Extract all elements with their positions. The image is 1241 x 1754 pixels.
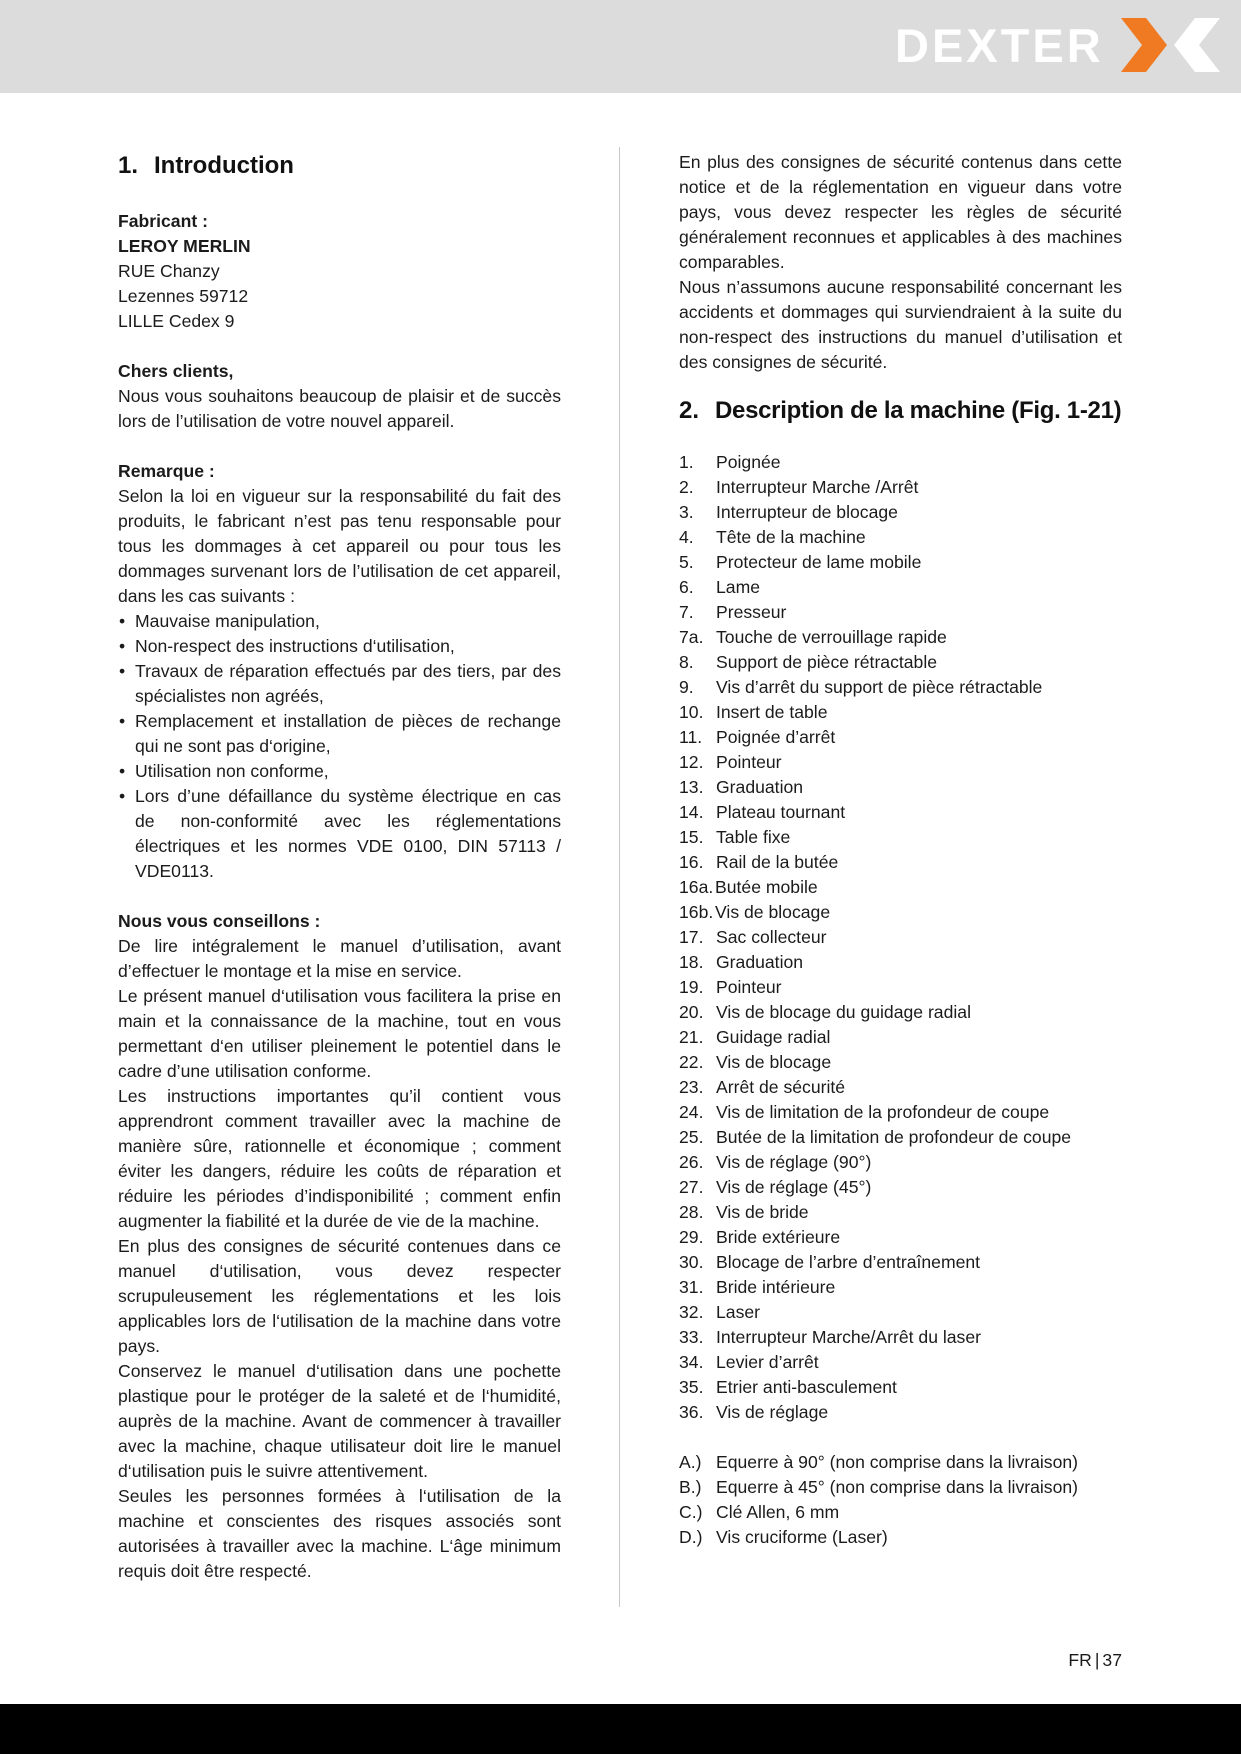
- list-item-label: Interrupteur de blocage: [716, 502, 898, 522]
- list-item-number: 16b.: [679, 902, 714, 922]
- list-item-number: 32.: [679, 1302, 704, 1322]
- greeting-text: Nous vous souhaitons beaucoup de plaisir et de succès lors de l’utilisation de votre nouvel appareil.: [118, 386, 561, 431]
- advice-paragraph: Les instructions importantes qu’il contient vous apprendront comment travailler avec la machine de manière sûre, rationnelle et économique ; comment éviter les dangers, réduire les coûts de réparation et réduire les périodes d’indisponibilité ; comment enfin augmenter la fiabilité et la durée de vie de la machine.: [118, 1086, 561, 1231]
- list-item: [679, 1075, 1122, 1100]
- section-1-number: 1.: [118, 152, 139, 179]
- list-item-label: Presseur: [716, 602, 787, 622]
- list-item-number: 7.: [679, 602, 694, 622]
- page-number: [1040, 1648, 1122, 1673]
- list-item-label: Butée de la limitation de profondeur de coupe: [716, 1127, 1072, 1147]
- section-2-number: 2.: [679, 397, 700, 424]
- list-item-number: 10.: [679, 702, 704, 722]
- list-item: [679, 1175, 1122, 1200]
- list-item: [679, 1125, 1122, 1150]
- list-item-label: Sac collecteur: [716, 927, 827, 947]
- liability-paragraph: Nous n’assumons aucune responsabilité concernant les accidents et dommages qui surviendraient à la suite du non-respect des instructions du manuel d’utilisation et des consignes de sécurité.: [679, 277, 1122, 372]
- list-item-label: Clé Allen, 6 mm: [716, 1502, 840, 1522]
- list-item: • Mauvaise manipulation,: [118, 609, 561, 634]
- list-item: [679, 625, 1122, 650]
- list-item-number: 26.: [679, 1152, 704, 1172]
- list-item: [679, 650, 1122, 675]
- section-2-heading: [679, 395, 1122, 427]
- list-item-label: Vis de réglage (90°): [716, 1152, 872, 1172]
- address-line-2: Lezennes 59712: [118, 286, 249, 306]
- list-item-number: 31.: [679, 1277, 704, 1297]
- list-item-label: Touche de verrouillage rapide: [716, 627, 947, 647]
- list-item: [679, 1325, 1122, 1350]
- list-item-label: Vis de réglage (45°): [716, 1177, 872, 1197]
- accessories-list: [679, 1450, 1122, 1550]
- list-item-label: Rail de la butée: [716, 852, 839, 872]
- list-item-number: 1.: [679, 452, 694, 472]
- list-item: • Utilisation non conforme,: [118, 759, 561, 784]
- address-line-1: RUE Chanzy: [118, 261, 220, 281]
- logo-wordmark: DEXTER: [895, 19, 1104, 72]
- list-item: [679, 975, 1122, 1000]
- list-item: [679, 1025, 1122, 1050]
- list-item: [679, 900, 1122, 925]
- list-item: [679, 1225, 1122, 1250]
- list-item-number: A.): [679, 1452, 702, 1472]
- list-item-number: 18.: [679, 952, 704, 972]
- list-item: • Lors d’une défaillance du système électrique en cas de non-conformité avec les réglementations électriques et les normes VDE 0100, DIN 57113 / VDE0113.: [118, 784, 561, 884]
- list-item-number: 5.: [679, 552, 694, 572]
- list-item: [679, 950, 1122, 975]
- column-divider: [619, 147, 620, 1607]
- list-item: [679, 725, 1122, 750]
- list-item: [679, 1400, 1122, 1425]
- list-item-number: 15.: [679, 827, 704, 847]
- list-item: [679, 800, 1122, 825]
- list-item: • Remplacement et installation de pièces de rechange qui ne sont pas d‘origine,: [118, 709, 561, 759]
- list-item-label: Bride extérieure: [716, 1227, 841, 1247]
- list-item-label: Insert de table: [716, 702, 828, 722]
- page-number-value: 37: [1102, 1650, 1122, 1670]
- list-item-number: 2.: [679, 477, 694, 497]
- list-item-number: 3.: [679, 502, 694, 522]
- list-item-number: 36.: [679, 1402, 704, 1422]
- list-item: [679, 1275, 1122, 1300]
- list-item-number: 28.: [679, 1202, 704, 1222]
- list-item: [679, 575, 1122, 600]
- list-item-number: 24.: [679, 1102, 704, 1122]
- list-item-label: Vis de blocage du guidage radial: [716, 1002, 971, 1022]
- manufacturer-label: Fabricant :: [118, 211, 208, 231]
- list-item-label: Graduation: [716, 777, 804, 797]
- list-item: [679, 1300, 1122, 1325]
- list-item: [679, 600, 1122, 625]
- list-item-label: Poignée: [716, 452, 781, 472]
- list-item-number: 29.: [679, 1227, 704, 1247]
- list-item-label: Blocage de l’arbre d’entraînement: [716, 1252, 981, 1272]
- list-item-label: Butée mobile: [715, 877, 818, 897]
- advice-paragraph: Le présent manuel d‘utilisation vous facilitera la prise en main et la connaissance de la machine, tout en vous permettant d‘en utiliser pleinement le potentiel dans le cadre d’une utilisation conforme.: [118, 986, 561, 1081]
- section-1-title: Introduction: [154, 152, 294, 179]
- list-item: [679, 1500, 1122, 1525]
- list-item: [679, 850, 1122, 875]
- remark-text: Selon la loi en vigueur sur la responsabilité du fait des produits, le fabricant n’est pas tenu responsable pour tous les dommages à cet appareil ou pour tous les dommages survenant lors de l’utilisation de cet appareil, dans les cas suivants :: [118, 486, 561, 606]
- list-item-number: 35.: [679, 1377, 704, 1397]
- list-item-number: 4.: [679, 527, 694, 547]
- list-item: [679, 1450, 1122, 1475]
- list-item-label: Vis de réglage: [716, 1402, 829, 1422]
- list-item: [679, 500, 1122, 525]
- parts-list: [679, 450, 1122, 1425]
- remark-title: Remarque :: [118, 461, 215, 481]
- list-item-label: Vis cruciforme (Laser): [716, 1527, 888, 1547]
- list-item-label: Vis de bride: [716, 1202, 809, 1222]
- list-item-number: 20.: [679, 1002, 704, 1022]
- footer-band: [0, 1704, 1241, 1754]
- list-item-number: 33.: [679, 1327, 704, 1347]
- list-item-label: Table fixe: [716, 827, 791, 847]
- list-item-label: Vis de blocage: [716, 1052, 832, 1072]
- language-code: FR: [1068, 1650, 1092, 1670]
- list-item-label: Etrier anti-basculement: [716, 1377, 897, 1397]
- list-item: [679, 1350, 1122, 1375]
- section-1-heading: [118, 150, 561, 182]
- list-item: • Travaux de réparation effectués par des tiers, par des spécialistes non agréés,: [118, 659, 561, 709]
- list-item: [679, 775, 1122, 800]
- list-item: [679, 1150, 1122, 1175]
- list-item-number: 13.: [679, 777, 704, 797]
- right-column: [679, 150, 1122, 1550]
- list-item: [679, 1200, 1122, 1225]
- list-item-number: 30.: [679, 1252, 704, 1272]
- list-item: [679, 925, 1122, 950]
- list-item: [679, 825, 1122, 850]
- list-item-number: 12.: [679, 752, 704, 772]
- list-item-number: 7a.: [679, 627, 704, 647]
- list-item-label: Bride intérieure: [716, 1277, 836, 1297]
- list-item-label: Graduation: [716, 952, 804, 972]
- list-item: [679, 1000, 1122, 1025]
- list-item-number: C.): [679, 1502, 703, 1522]
- list-item-number: B.): [679, 1477, 702, 1497]
- list-item-number: 25.: [679, 1127, 704, 1147]
- list-item-number: 23.: [679, 1077, 704, 1097]
- advice-paragraph: Conservez le manuel d‘utilisation dans une pochette plastique pour le protéger de la saleté et de l‘humidité, auprès de la machine. Avant de commencer à travailler avec la machine, chaque utilisateur doit lire le manuel d‘utilisation puis le suivre attentivement.: [118, 1361, 561, 1481]
- list-item-number: D.): [679, 1527, 703, 1547]
- list-item: [679, 550, 1122, 575]
- list-item-label: Vis d’arrêt du support de pièce rétractable: [716, 677, 1043, 697]
- list-item-number: 34.: [679, 1352, 704, 1372]
- advice-paragraph: Seules les personnes formées à l‘utilisation de la machine et conscientes des risques associés sont autorisées à travailler avec la machine. L‘âge minimum requis doit être respecté.: [118, 1486, 561, 1581]
- list-item-number: 6.: [679, 577, 694, 597]
- list-item: [679, 1100, 1122, 1125]
- list-item-label: Equerre à 45° (non comprise dans la livraison): [716, 1477, 1079, 1497]
- list-item-number: 17.: [679, 927, 704, 947]
- list-item: [679, 525, 1122, 550]
- left-column: [118, 150, 561, 1584]
- list-item-label: Vis de limitation de la profondeur de coupe: [716, 1102, 1050, 1122]
- list-item: [679, 475, 1122, 500]
- list-item-number: 14.: [679, 802, 704, 822]
- list-item-label: Laser: [716, 1302, 761, 1322]
- list-item-label: Lame: [716, 577, 761, 597]
- list-item-label: Tête de la machine: [716, 527, 866, 547]
- page-separator: |: [1094, 1650, 1100, 1670]
- list-item: • Non-respect des instructions d‘utilisation,: [118, 634, 561, 659]
- list-item-label: Plateau tournant: [716, 802, 846, 822]
- list-item-label: Arrêt de sécurité: [716, 1077, 846, 1097]
- greeting-title: Chers clients,: [118, 361, 234, 381]
- list-item-label: Levier d’arrêt: [716, 1352, 819, 1372]
- list-item: [679, 1250, 1122, 1275]
- section-2-title: Description de la machine (Fig. 1-21): [715, 397, 1122, 424]
- list-item-number: 16a.: [679, 877, 714, 897]
- list-item: [679, 1525, 1122, 1550]
- list-item-label: Support de pièce rétractable: [716, 652, 938, 672]
- list-item: [679, 700, 1122, 725]
- list-item-number: 8.: [679, 652, 694, 672]
- list-item: [679, 1050, 1122, 1075]
- list-item-label: Pointeur: [716, 752, 782, 772]
- advice-title: Nous vous conseillons :: [118, 911, 321, 931]
- list-item-label: Interrupteur Marche/Arrêt du laser: [716, 1327, 981, 1347]
- list-item-number: 21.: [679, 1027, 704, 1047]
- list-item: [679, 1475, 1122, 1500]
- list-item-label: Interrupteur Marche /Arrêt: [716, 477, 919, 497]
- list-item: [679, 750, 1122, 775]
- advice-paragraph: En plus des consignes de sécurité contenues dans ce manuel d‘utilisation, vous devez respecter scrupuleusement les réglementations et les lois applicables lors de l‘utilisation de la machine dans votre pays.: [118, 1236, 561, 1356]
- list-item-number: 16.: [679, 852, 704, 872]
- list-item-number: 22.: [679, 1052, 704, 1072]
- safety-paragraph: En plus des consignes de sécurité contenus dans cette notice et de la réglementation en vigueur dans votre pays, vous devez respecter les règles de sécurité généralement reconnues et applicables à des machines comparables.: [679, 152, 1122, 272]
- advice-paragraph: De lire intégralement le manuel d’utilisation, avant d’effectuer le montage et la mise en service.: [118, 936, 561, 981]
- list-item-label: Poignée d’arrêt: [716, 727, 836, 747]
- list-item: [679, 1375, 1122, 1400]
- list-item-label: Vis de blocage: [715, 902, 831, 922]
- list-item-number: 19.: [679, 977, 704, 997]
- remark-bullet-list: [118, 609, 561, 884]
- list-item-number: 9.: [679, 677, 694, 697]
- list-item: [679, 450, 1122, 475]
- list-item-label: Guidage radial: [716, 1027, 831, 1047]
- list-item-number: 27.: [679, 1177, 704, 1197]
- list-item: [679, 675, 1122, 700]
- list-item-label: Protecteur de lame mobile: [716, 552, 922, 572]
- list-item-number: 11.: [679, 727, 703, 747]
- list-item-label: Pointeur: [716, 977, 782, 997]
- address-line-3: LILLE Cedex 9: [118, 311, 235, 331]
- list-item: [679, 875, 1122, 900]
- logo-x-mark: [1121, 18, 1220, 72]
- list-item-label: Equerre à 90° (non comprise dans la livraison): [716, 1452, 1079, 1472]
- manufacturer-name: LEROY MERLIN: [118, 236, 251, 256]
- dexter-logo: [895, 14, 1223, 76]
